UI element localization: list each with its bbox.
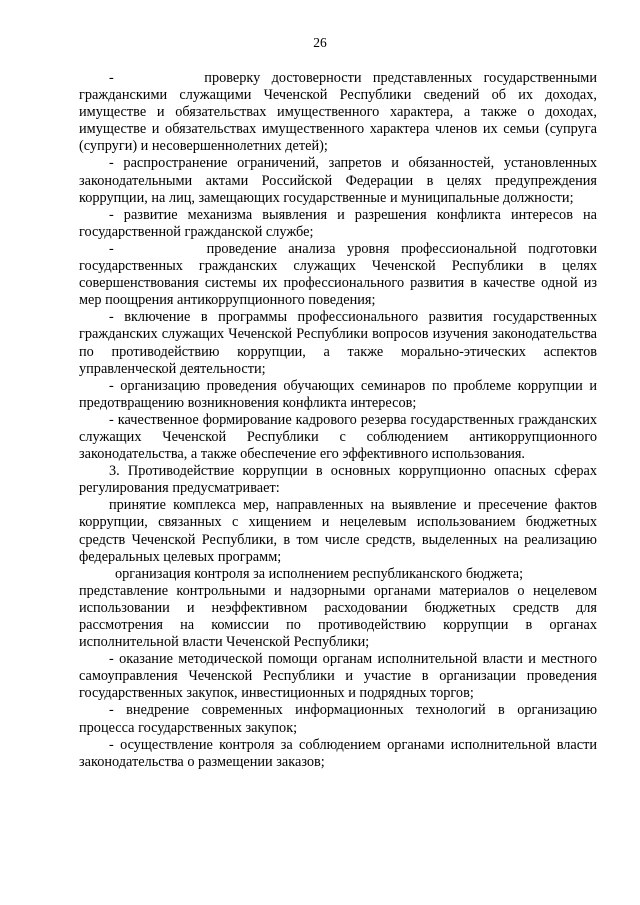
- paragraph-verification: - проверку достоверности представленных государственными гражданскими служащими Чеченской Республики сведений об их доходах, имуществе и обязательствах имущественного характера, а также о доходах, имуществе и обязательствах имущественного характера членов их семьи (супруга (супруги) и несовершеннолетних детей);: [79, 70, 597, 155]
- paragraph-personnel-reserve: - качественное формирование кадрового резерва государственных гражданских служащих Чеченской Республики с соблюдением антикоррупционного законодательства, а также обеспечение его эффективного использования.: [79, 411, 597, 463]
- paragraph-section-3: 3. Противодействие коррупции в основных коррупционно опасных сферах регулирования предусматривает:: [79, 463, 597, 497]
- paragraph-training-analysis: - проведение анализа уровня профессиональной подготовки государственных гражданских служащих Чеченской Республики в целях совершенствования системы их профессионального развития в качестве одной из мер поощрения антикоррупционного поведения;: [79, 240, 597, 309]
- paragraph-measures-complex: принятие комплекса мер, направленных на выявление и пресечение фактов коррупции, связанных с хищением и нецелевым использованием бюджетных средств Чеченской Республики, в том числе средств, выделенных на реализацию федеральных целевых программ;: [79, 497, 597, 565]
- paragraph-budget-control: организация контроля за исполнением республиканского бюджета;: [115, 565, 524, 582]
- paragraph-training-programs: - включение в программы профессионального развития государственных гражданских служащих Чеченской Республики вопросов изучения законодательства по противодействию коррупции, а также морально-этических аспектов управленческой деятельности;: [79, 309, 597, 377]
- paragraph-materials-submission: представление контрольными и надзорными органами материалов о нецелевом использовании и неэффективном расходовании бюджетных средств для рассмотрения на комиссии по противодействию коррупции в органах исполнительной власти Чеченской Республики;: [79, 582, 597, 651]
- document-body: [79, 70, 597, 771]
- paragraph-seminars: - организацию проведения обучающих семинаров по проблеме коррупции и предотвращению возникновения конфликта интересов;: [79, 377, 597, 411]
- page-number: 26: [313, 35, 327, 50]
- paragraph-methodical-help: - оказание методической помощи органам исполнительной власти и местного самоуправления Чеченской Республики и участие в организации проведения государственных закупок, инвестиционных и подрядных торгов;: [79, 651, 597, 702]
- paragraph-conflict-mechanism: - развитие механизма выявления и разрешения конфликта интересов на государственной гражданской службе;: [79, 206, 597, 240]
- paragraph-it-implementation: - внедрение современных информационных технологий в организацию процесса государственных закупок;: [79, 702, 597, 736]
- paragraph-restrictions: - распространение ограничений, запретов и обязанностей, установленных законодательными актами Российской Федерации в целях предупреждения коррупции, на лиц, замещающих государственные и муниципальные должности;: [79, 155, 597, 206]
- paragraph-orders-control: - осуществление контроля за соблюдением органами исполнительной власти законодательства о размещении заказов;: [79, 736, 597, 770]
